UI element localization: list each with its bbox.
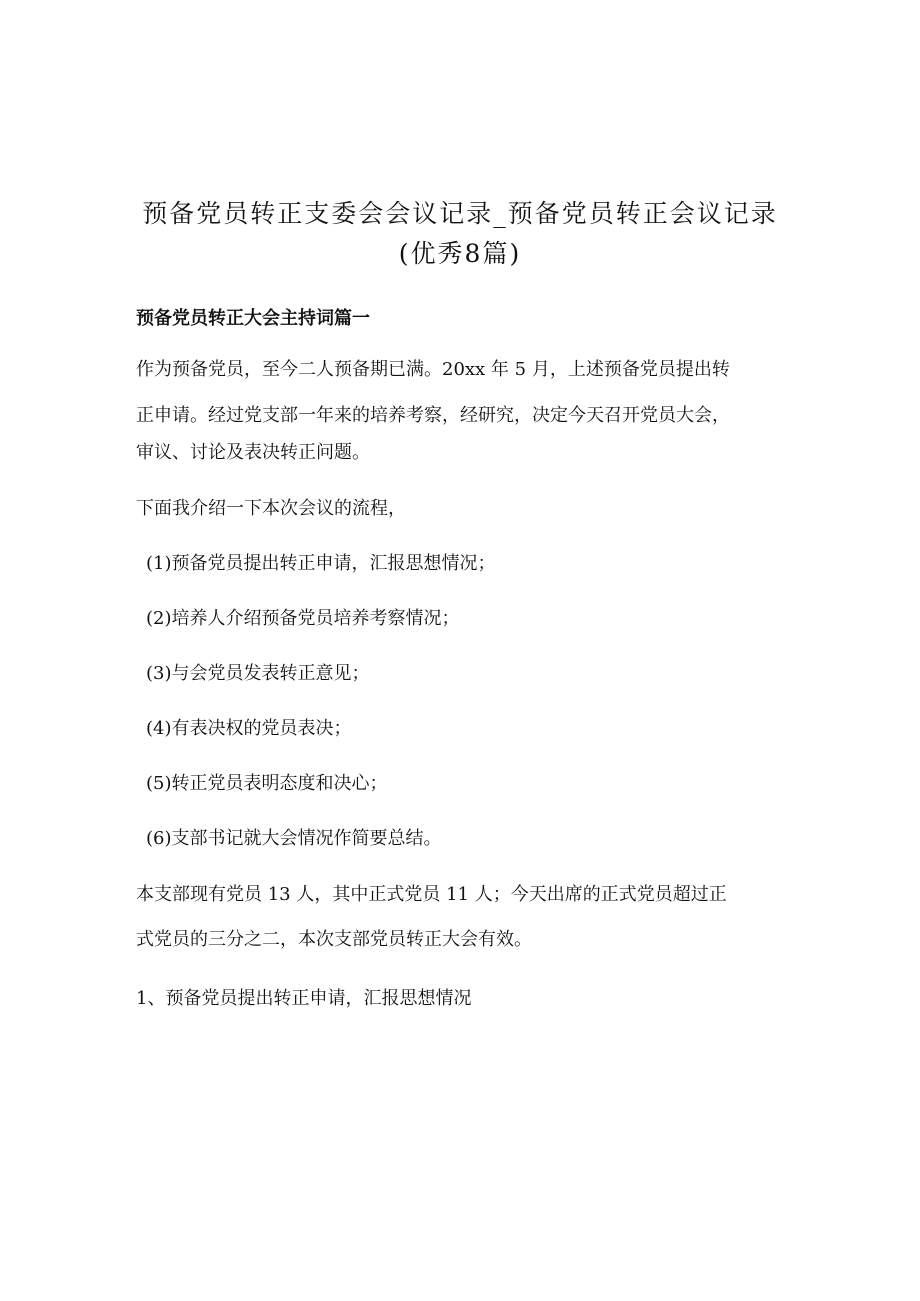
document-title-line-1: 预备党员转正支委会会议记录_预备党员转正会议记录	[142, 199, 778, 228]
step-item: (4)有表决权的党员表决；	[146, 718, 352, 739]
quorum-line-1: 本支部现有党员 13 人，其中正式党员 11 人；今天出席的正式党员超过正	[136, 884, 727, 905]
section-heading: 预备党员转正大会主持词篇一	[136, 308, 370, 329]
step-item: (2)培养人介绍预备党员培养考察情况；	[146, 608, 460, 629]
step-item: (1)预备党员提出转正申请，汇报思想情况；	[146, 553, 496, 574]
step-item: (6)支部书记就大会情况作简要总结。	[146, 828, 442, 849]
process-intro: 下面我介绍一下本次会议的流程，	[136, 498, 406, 519]
intro-line-1: 作为预备党员，至今二人预备期已满。20xx 年 5 月，上述预备党员提出转	[136, 359, 730, 380]
document-title-line-2: (优秀8篇)	[398, 239, 522, 268]
intro-line-3: 审议、讨论及表决转正问题。	[136, 442, 370, 463]
step-item: (5)转正党员表明态度和决心；	[146, 773, 388, 794]
quorum-line-2: 式党员的三分之二，本次支部党员转正大会有效。	[136, 929, 532, 950]
item-heading-1: 1、预备党员提出转正申请，汇报思想情况	[136, 988, 472, 1009]
step-item: (3)与会党员发表转正意见；	[146, 663, 370, 684]
intro-line-2: 正申请。经过党支部一年来的培养考察，经研究，决定今天召开党员大会，	[136, 405, 730, 426]
